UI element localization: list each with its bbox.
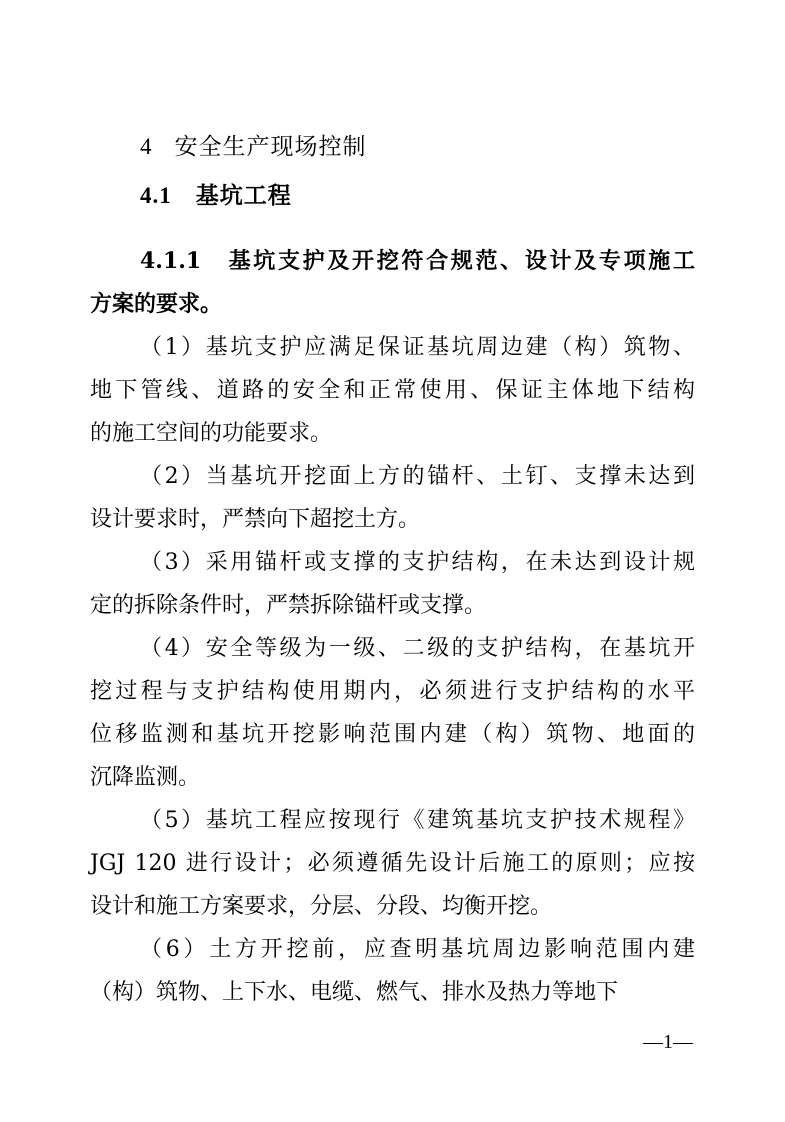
paragraph-line: （构）筑物、上下水、电缆、燃气、排水及热力等地下 <box>90 980 619 1005</box>
paragraph-first-line: （5）基坑工程应按现行《建筑基坑支护技术规程》 <box>140 808 695 833</box>
paragraph-line: 位移监测和基坑开挖影响范围内建（构）筑物、地面的 <box>90 722 695 747</box>
subsection-number: 4.1 <box>140 183 172 208</box>
section-title: 安全生产现场控制 <box>174 134 367 160</box>
paragraph-line: JGJ 120 进行设计；必须遵循先设计后施工的原则；应按 <box>90 851 695 876</box>
paragraph-first-line: （1）基坑支护应满足保证基坑周边建（构）筑物、 <box>140 335 695 360</box>
section-heading <box>140 127 367 167</box>
paragraph-first-line: （4）安全等级为一级、二级的支护结构，在基坑开 <box>140 636 695 661</box>
paragraph-line: 的施工空间的功能要求。 <box>90 421 333 446</box>
subsection-heading <box>140 176 292 216</box>
section-number: 4 <box>140 134 153 159</box>
paragraph-line: 挖过程与支护结构使用期内，必须进行支护结构的水平 <box>90 679 695 704</box>
paragraph-first-line: （3）采用锚杆或支撑的支护结构，在未达到设计规 <box>140 550 695 575</box>
paragraph-line: 地下管线、道路的安全和正常使用、保证主体地下结构 <box>90 378 695 403</box>
document-body <box>90 240 695 1014</box>
subsection-title: 基坑工程 <box>195 182 292 209</box>
page-number: —1— <box>643 1031 693 1053</box>
paragraph-first-line: （2）当基坑开挖面上方的锚杆、土钉、支撑未达到 <box>140 464 695 489</box>
paragraph-line: 方案的要求。 <box>90 291 223 317</box>
paragraph-line: 定的拆除条件时，严禁拆除锚杆或支撑。 <box>90 593 487 618</box>
paragraph-line: 设计和施工方案要求，分层、分段、均衡开挖。 <box>90 894 553 919</box>
paragraph-line: 设计要求时，严禁向下超挖土方。 <box>90 507 421 532</box>
paragraph-first-line: 4.1.1 基坑支护及开挖符合规范、设计及专项施工 <box>140 248 695 274</box>
paragraph-first-line: （6）土方开挖前，应查明基坑周边影响范围内建 <box>140 937 695 962</box>
paragraph-line: 沉降监测。 <box>90 765 201 790</box>
